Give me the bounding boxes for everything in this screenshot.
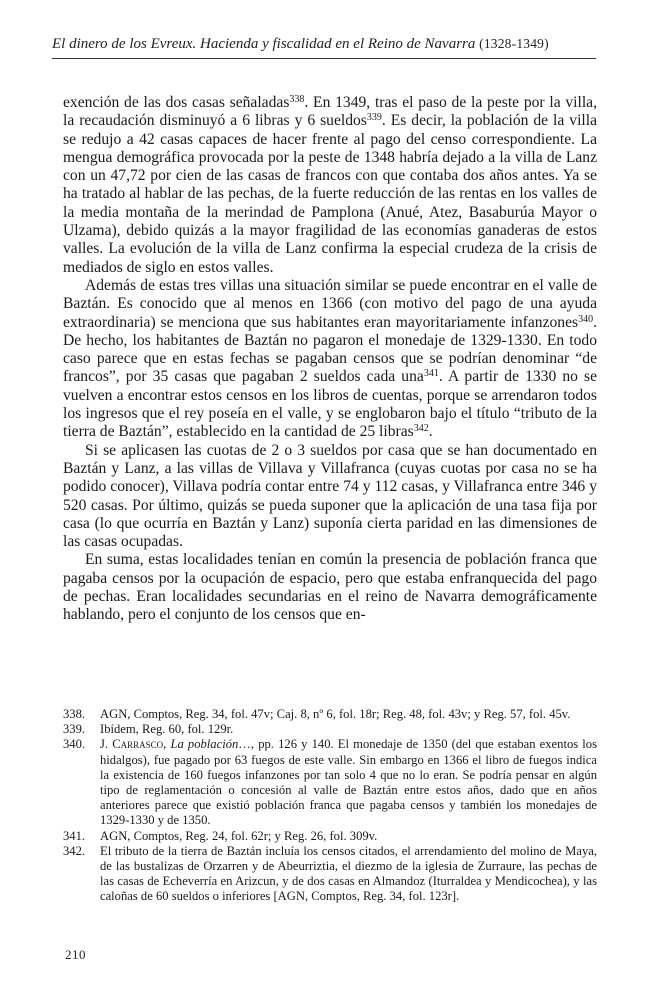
footnote-text	[100, 707, 597, 722]
text-run: . En 1349, tras el paso de la peste por la villa, la recaudación disminuyó a 6 libras y 6 sueldos	[63, 94, 597, 130]
footnote-number: 342.	[63, 843, 86, 858]
footnote-text	[100, 722, 597, 737]
text-run: ,	[163, 737, 171, 752]
body-text	[63, 94, 597, 625]
footnotes	[63, 707, 597, 905]
text-run: AGN, Comptos, Reg. 24, fol. 62r; y Reg. 26, fol. 309v.	[100, 828, 378, 843]
text-run: Ibídem, Reg. 60, fol. 129r.	[100, 722, 234, 737]
text-run: .	[428, 423, 433, 441]
text-run: . Es decir, la población de la villa se redujo a 42 casas capaces de hacer frente al pago del censo correspondiente. La mengua demográfica provocada por la peste de 1348 habría dejado a la villa de Lanz con un 47,72 por cien de las casas de francos con que contaba dos años antes. Ya se ha tratado al hablar de las pechas, de la fuerte reducción de las rentas en los valles de la media montaña de la merindad de Pamplona (Anué, Atez, Basaburúa Mayor o Ulzama), debido quizás a la mayor fragilidad de las economías ganaderas de estos valles. La evolución de la villa de Lanz confirma la especial crudeza de la crisis de mediados de siglo en estos valles.	[63, 112, 597, 276]
footnote	[63, 737, 597, 828]
running-head	[52, 36, 596, 59]
text-run: En suma, estas localidades tenían en común la presencia de población franca que pagaba censos por la ocupación de espacio, pero que estaba enfranquecida del pago de pechas. Eran localidades secundarias en el reino de Navarra demográficamente hablando, pero el conjunto de los censos que en-	[63, 551, 597, 624]
footnote	[63, 707, 597, 722]
footnote-number: 338.	[63, 707, 86, 721]
paragraph	[63, 551, 597, 624]
running-head-years: (1328-1349)	[479, 36, 549, 51]
footnote-ref[interactable]: 342	[413, 423, 429, 435]
text-run: Si se aplicasen las cuotas de 2 o 3 sueldos por casa que se han documentado en Baztán y Lanz, a las villas de Villava y Villafranca (cuyas cuotas por casa no se ha podido conocer), Villava podría contar entre 74 y 112 casas, y Villafranca entre 346 y 520 casas. Por último, quizás se pueda suponer que la aplicación de una tasa fija por casa (lo que ocurría en Baztán y Lanz) suponía cierta paridad en las dimensiones de las casas ocupadas.	[63, 441, 597, 551]
paragraph	[63, 442, 597, 552]
work-title: La población	[170, 737, 239, 752]
text-run: . A partir de 1330 no se vuelven a encontrar estos censos en los libros de cuentas, porque se arrendaron todos los ingresos que el rey poseía en el valle, y se englobaron bajo el título “tributo de la tierra de Baztán”, establecido en la cantidad de 25 libras	[63, 368, 597, 441]
footnote-text	[100, 829, 597, 844]
page-number: 210	[65, 947, 86, 962]
footnote-ref[interactable]: 340	[578, 313, 594, 325]
footnote-ref[interactable]: 339	[366, 112, 382, 124]
footnote	[63, 722, 597, 737]
footnote-text	[100, 737, 597, 828]
footnote	[63, 829, 597, 844]
text-run: . De hecho, los habitantes de Baztán no pagaron el monedaje de 1329-1330. En todo caso parece que en estas fechas se pagaban censos que se podrían denominar “de francos”, por 35 casas que pagaban 2 sueldos cada una	[63, 313, 597, 386]
footnote-number: 340.	[63, 737, 86, 752]
footnote-ref[interactable]: 341	[423, 368, 439, 380]
text-run: AGN, Comptos, Reg. 34, fol. 47v; Caj. 8, nº 6, fol. 18r; Reg. 48, fol. 43v; y Reg. 57, fol. 45v.	[100, 707, 571, 721]
footnote-ref[interactable]: 338	[289, 94, 305, 105]
paragraph	[63, 94, 597, 277]
author-name: Carrasco	[112, 737, 164, 752]
paragraph	[63, 277, 597, 442]
footnote-text	[100, 844, 597, 905]
text-run: J.	[100, 737, 113, 752]
running-head-title: El dinero de los Evreux. Hacienda y fiscalidad en el Reino de Navarra	[52, 36, 476, 52]
text-run: El tributo de la tierra de Baztán incluía los censos citados, el arrendamiento del molino de Maya, de las bustalizas de Orzarren y de Abeurriztia, el diezmo de la iglesia de Zurraure, las pechas de las casas de Echeverría en Arizcun, y de dos casas en Almandoz (Iturraldea y Mendicochea), y las caloñas de 60 sueldos o inferiores [AGN, Comptos, Reg. 34, fol. 123r].	[100, 843, 597, 904]
text-run: …, pp. 126 y 140. El monedaje de 1350 (del que estaban exentos los hidalgos), fue pagado por 63 fuegos de este valle. Sin embargo en 1366 el libro de fuegos indica la existencia de 160 fuegos infanzones por tan solo 4 que no lo eran. Se podría pensar en algún tipo de reglamentación o concesión al valle de Baztán entre estos años, dado que en años anteriores parece que existió población franca que pagaba censos y también los monedajes de 1329-1330 y de 1350.	[100, 737, 598, 828]
text-run: Además de estas tres villas una situación similar se puede encontrar en el valle de Baztán. Es conocido que al menos en 1366 (con motivo del pago de una ayuda extraordinaria) se menciona que sus habitantes eran mayoritariamente infanzones	[63, 276, 597, 331]
text-run: exención de las dos casas señaladas	[63, 94, 290, 111]
footnote-number: 339.	[63, 722, 86, 737]
footnote-number: 341.	[63, 828, 86, 843]
footnote	[63, 844, 597, 905]
